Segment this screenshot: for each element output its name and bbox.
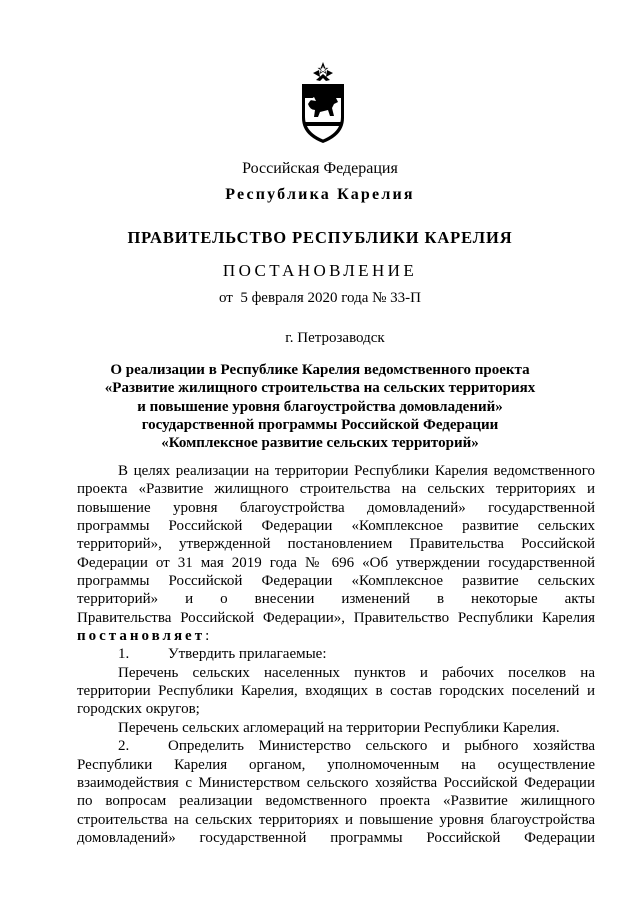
body-line: повышение уровня благоустройства домовладений» государственной (77, 499, 595, 516)
item-2-number: 2. (118, 738, 130, 755)
body-line: программы Российской Федерации «Комплексное развитие сельских (77, 518, 595, 535)
body-line: домовладений» государственной программы Российской Федерации (77, 829, 595, 846)
body-line: Правительства Российской Федерации», Правительство Республики Карелия (77, 609, 595, 626)
item-1 (77, 645, 595, 663)
country-name: Российская Федерация (242, 160, 398, 177)
government-name: ПРАВИТЕЛЬСТВО РЕСПУБЛИКИ КАРЕЛИЯ (127, 228, 513, 247)
body-line: строительства на сельских территориях и повышение уровня благоустройства (77, 811, 595, 828)
document-date-number: от 5 февраля 2020 года № 33-П (218, 290, 422, 306)
body-line: программы Российской Федерации «Комплексное развитие сельских (77, 573, 595, 590)
item-1-text: Утвердить прилагаемые: (168, 646, 327, 663)
decree-word: постановляет (77, 628, 206, 645)
title-line: и повышение уровня благоустройства домовладений» (137, 398, 503, 415)
title-line: «Развитие жилищного строительства на сельских территориях (104, 380, 536, 397)
title-line: О реализации в Республике Карелия ведомственного проекта (110, 362, 530, 378)
republic-name: Республика Карелия (225, 186, 415, 203)
body-line: Перечень сельских агломераций на территории Республики Карелия. (118, 719, 560, 736)
body-line: Республики Карелия органом, уполномоченным на осуществление (77, 756, 595, 773)
document-type: ПОСТАНОВЛЕНИЕ (222, 261, 418, 280)
title-line: «Комплексное развитие сельских территорий» (161, 435, 479, 452)
body-line: Перечень сельских населенных пунктов и рабочих поселков на (118, 664, 595, 681)
title-line: государственной программы Российской Федерации (141, 416, 499, 433)
body-line: по вопросам реализации ведомственного проекта «Развитие жилищного (77, 793, 595, 810)
item-2-first-line: Определить Министерство сельского и рыбного хозяйства (168, 738, 595, 755)
body-line: взаимодействия с Министерством сельского хозяйства Российской Федерации (77, 774, 595, 791)
item-2 (77, 737, 595, 755)
city-name: г. Петрозаводск (285, 330, 385, 346)
body-line: городских округов; (77, 701, 200, 718)
karelia-coat-of-arms-emblem (298, 60, 348, 145)
decree-colon: : (205, 628, 210, 645)
body-line: проекта «Развитие жилищного строительства на сельских территориях и (77, 481, 595, 498)
decree-line (77, 627, 595, 645)
body-line: Федерации от 31 мая 2019 года № 696 «Об утверждении государственной (77, 554, 595, 571)
body-line: территорий», утвержденной постановлением Правительства Российской (77, 536, 595, 553)
body-line: В целях реализации на территории Республики Карелия ведомственного (118, 463, 595, 479)
body-line: территории Республики Карелия, входящих в состав городских поселений и (77, 683, 595, 700)
body-line: территорий» и о внесении изменений в некоторые акты (77, 591, 595, 608)
document-body (77, 462, 595, 847)
document-title (90, 361, 550, 452)
item-1-number: 1. (118, 646, 130, 663)
